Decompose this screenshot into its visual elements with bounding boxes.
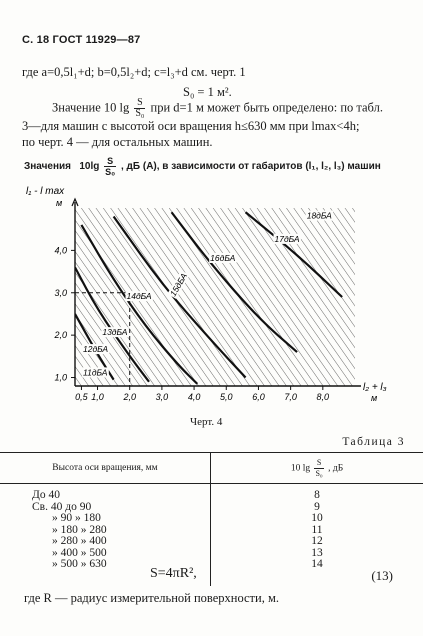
figure-title-fraction	[104, 156, 116, 177]
paragraph-line-2: 3—для машин с высотой оси вращения h≤630 мм при lmax<4h;	[22, 119, 360, 133]
hatched-bands	[75, 208, 355, 386]
table-row-value: 11	[311, 523, 323, 536]
table-header-row	[0, 453, 423, 484]
zone-label: 12дБА	[83, 344, 109, 355]
chart-figure-4	[0, 176, 423, 416]
range-list	[32, 490, 210, 571]
zone-label: 16дБА	[210, 252, 236, 263]
figure-fraction-den: S₀	[105, 167, 116, 177]
paragraph-line-3: по черт. 4 — для остальных машин.	[22, 135, 213, 149]
table-body-row	[0, 484, 423, 587]
x-axis-unit: м	[371, 393, 378, 403]
table-3	[0, 452, 423, 586]
x-tick-label: 0,5	[75, 392, 88, 402]
x-tick-label: 1,0	[91, 392, 104, 402]
zone-label: 13дБА	[102, 327, 128, 338]
figure-title-b: 10lg	[79, 161, 100, 173]
zone-label: 14дБА	[126, 291, 152, 302]
y-tick-label: 2,0	[54, 330, 67, 341]
equation-number: (13)	[371, 568, 393, 583]
fraction-s-s0	[134, 98, 145, 119]
x-tick-label: 4,0	[187, 392, 201, 402]
definitions-line: где a=0,5l₁+d; b=0,5l₂+d; c=l₃+d см. черт. 1	[22, 65, 246, 79]
figure-title-a: Значения	[24, 161, 72, 173]
table-row-range: » 500 » 630	[52, 558, 107, 570]
table-row-range: » 90 » 180	[52, 512, 101, 524]
radius-note: где R — радиус измерительной поверхности, м.	[24, 591, 279, 605]
y-tick-label: 4,0	[54, 245, 67, 256]
table-caption: Таблица 3	[342, 436, 405, 448]
col-header-fraction-den: S₀	[315, 468, 323, 478]
col-header-10lg	[211, 453, 423, 484]
x-tick-label: 7,0	[284, 392, 297, 402]
zone-label: 15дБА	[167, 271, 190, 298]
x-tick-label: 5,0	[220, 392, 233, 402]
table-row-range: Св. 40 до 90	[32, 500, 92, 513]
table-row-value: 13	[311, 546, 323, 559]
equation-13: S=4πR²,	[150, 566, 197, 581]
para-text-a: Значение 10 lg	[52, 100, 130, 115]
table-row-value: 8	[314, 489, 320, 501]
zone-label: 18дБА	[306, 210, 332, 221]
zone-label: 17дБА	[274, 233, 300, 244]
x-tick-label: 3,0	[155, 392, 169, 402]
hatch-region	[75, 208, 355, 386]
y-axis-unit: м	[56, 198, 63, 208]
x-tick-label: 2,0	[123, 392, 136, 402]
x-tick-label: 6,0	[252, 392, 265, 402]
page-header: С. 18 ГОСТ 11929—87	[22, 34, 141, 46]
para-text-b: при d=1 м может быть определено: по табл.	[150, 100, 383, 115]
col-header-fraction	[314, 458, 323, 479]
fraction-numerator: S	[134, 98, 145, 109]
table-row-value: 14	[311, 558, 323, 570]
value-list	[211, 490, 423, 571]
s0-definition: S₀ = 1 м².	[183, 85, 232, 99]
zone-label: 11дБА	[83, 367, 108, 378]
table-row-range: До 40	[32, 489, 60, 501]
figure-title	[24, 156, 381, 177]
col-header-suffix: , дБ	[328, 463, 344, 474]
x-tick-label: 8,0	[316, 392, 330, 402]
figure-caption: Черт. 4	[190, 416, 223, 428]
y-axis-label: l₁ - l max	[26, 186, 65, 197]
fraction-denominator: S₀	[135, 108, 145, 119]
col-header-prefix: 10 lg	[290, 463, 311, 474]
y-tick-label: 1,0	[54, 372, 67, 383]
table-row-range: » 280 » 400	[52, 535, 107, 547]
x-axis-label: l₂ + l₃	[363, 382, 387, 393]
figure-fraction-num: S	[104, 156, 116, 167]
table-row-range: » 180 » 280	[52, 523, 107, 536]
col-header-shaft-height: Высота оси вращения, мм	[0, 453, 211, 484]
table-row-range: » 400 » 500	[52, 546, 107, 559]
col-header-fraction-num: S	[314, 458, 323, 469]
table-row-value: 9	[314, 500, 320, 513]
table-row-value: 10	[311, 512, 323, 524]
table-row-value: 12	[311, 535, 323, 547]
paragraph-line-1	[52, 98, 383, 119]
hatch-fill	[75, 208, 355, 386]
figure-title-c: , дБ (А), в зависимости от габаритов (l₁, l₂, l₃) машин	[121, 161, 381, 173]
y-tick-label: 3,0	[54, 287, 67, 298]
